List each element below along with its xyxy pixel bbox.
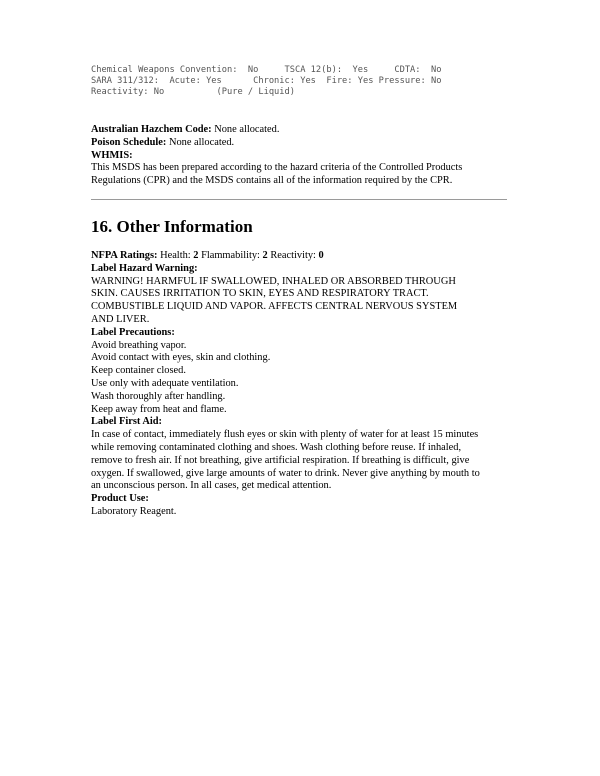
nfpa-flammability-value: 2 (262, 250, 268, 261)
australian-hazchem-line (91, 124, 462, 137)
whmis-label: WHMIS: (91, 149, 133, 161)
first-aid-line: remove to fresh air. If not breathing, give artificial respiration. If breathing is difficult, give (91, 454, 470, 466)
nfpa-flammability-label: Flammability: (198, 250, 263, 261)
hazard-warning-line: AND LIVER. (91, 313, 150, 325)
australian-hazchem-label: Australian Hazchem Code: (91, 124, 212, 135)
product-use-line: Laboratory Reagent. (91, 505, 177, 517)
regulatory-line: Chemical Weapons Convention: No TSCA 12(b): Yes CDTA: No (91, 65, 442, 75)
poison-schedule-line (91, 137, 462, 150)
nfpa-ratings-line (91, 250, 480, 263)
first-aid-line: oxygen. If swallowed, give large amounts of water to drink. Never give anything by mouth to (91, 467, 480, 479)
precaution-line: Use only with adequate ventilation. (91, 377, 239, 389)
whmis-text-line: This MSDS has been prepared according to the hazard criteria of the Controlled Products (91, 162, 463, 174)
hazard-warning-line: COMBUSTIBLE LIQUID AND VAPOR. AFFECTS CENTRAL NERVOUS SYSTEM (91, 301, 458, 313)
regulatory-text-block (91, 124, 462, 188)
label-precautions-heading: Label Precautions: (91, 326, 175, 338)
regulatory-preformatted-block (91, 65, 441, 98)
poison-schedule-value: None allocated. (166, 136, 235, 148)
label-hazard-warning-heading: Label Hazard Warning: (91, 262, 198, 274)
first-aid-line: an unconscious person. In all cases, get medical attention. (91, 480, 332, 492)
section-heading: 16. Other Information (91, 217, 253, 236)
label-first-aid-heading: Label First Aid: (91, 416, 163, 428)
nfpa-label: NFPA Ratings: (91, 250, 158, 261)
nfpa-health-value: 2 (193, 250, 199, 261)
nfpa-reactivity-value: 0 (318, 250, 324, 261)
first-aid-line: In case of contact, immediately flush eyes or skin with plenty of water for at least 15 minutes (91, 429, 479, 441)
australian-hazchem-value: None allocated. (211, 124, 280, 135)
other-information-block (91, 250, 480, 519)
regulatory-line: SARA 311/312: Acute: Yes Chronic: Yes Fire: Yes Pressure: No (91, 76, 442, 86)
section-divider (91, 199, 507, 200)
first-aid-line: while removing contaminated clothing and shoes. Wash clothing before reuse. If inhaled, (91, 441, 462, 453)
whmis-text-line: Regulations (CPR) and the MSDS contains all of the information required by the CPR. (91, 175, 453, 187)
precaution-line: Avoid breathing vapor. (91, 339, 187, 351)
regulatory-line: Reactivity: No (Pure / Liquid) (91, 87, 295, 97)
precaution-line: Avoid contact with eyes, skin and clothing. (91, 352, 271, 364)
hazard-warning-line: WARNING! HARMFUL IF SWALLOWED, INHALED OR ABSORBED THROUGH (91, 275, 456, 287)
precaution-line: Wash thoroughly after handling. (91, 390, 226, 402)
product-use-heading: Product Use: (91, 493, 149, 505)
precaution-line: Keep container closed. (91, 365, 186, 377)
nfpa-reactivity-label: Reactivity: (267, 250, 319, 261)
nfpa-health-label: Health: (157, 250, 194, 261)
poison-schedule-label: Poison Schedule: (91, 136, 167, 148)
precaution-line: Keep away from heat and flame. (91, 403, 227, 415)
hazard-warning-line: SKIN. CAUSES IRRITATION TO SKIN, EYES AND RESPIRATORY TRACT. (91, 288, 429, 300)
